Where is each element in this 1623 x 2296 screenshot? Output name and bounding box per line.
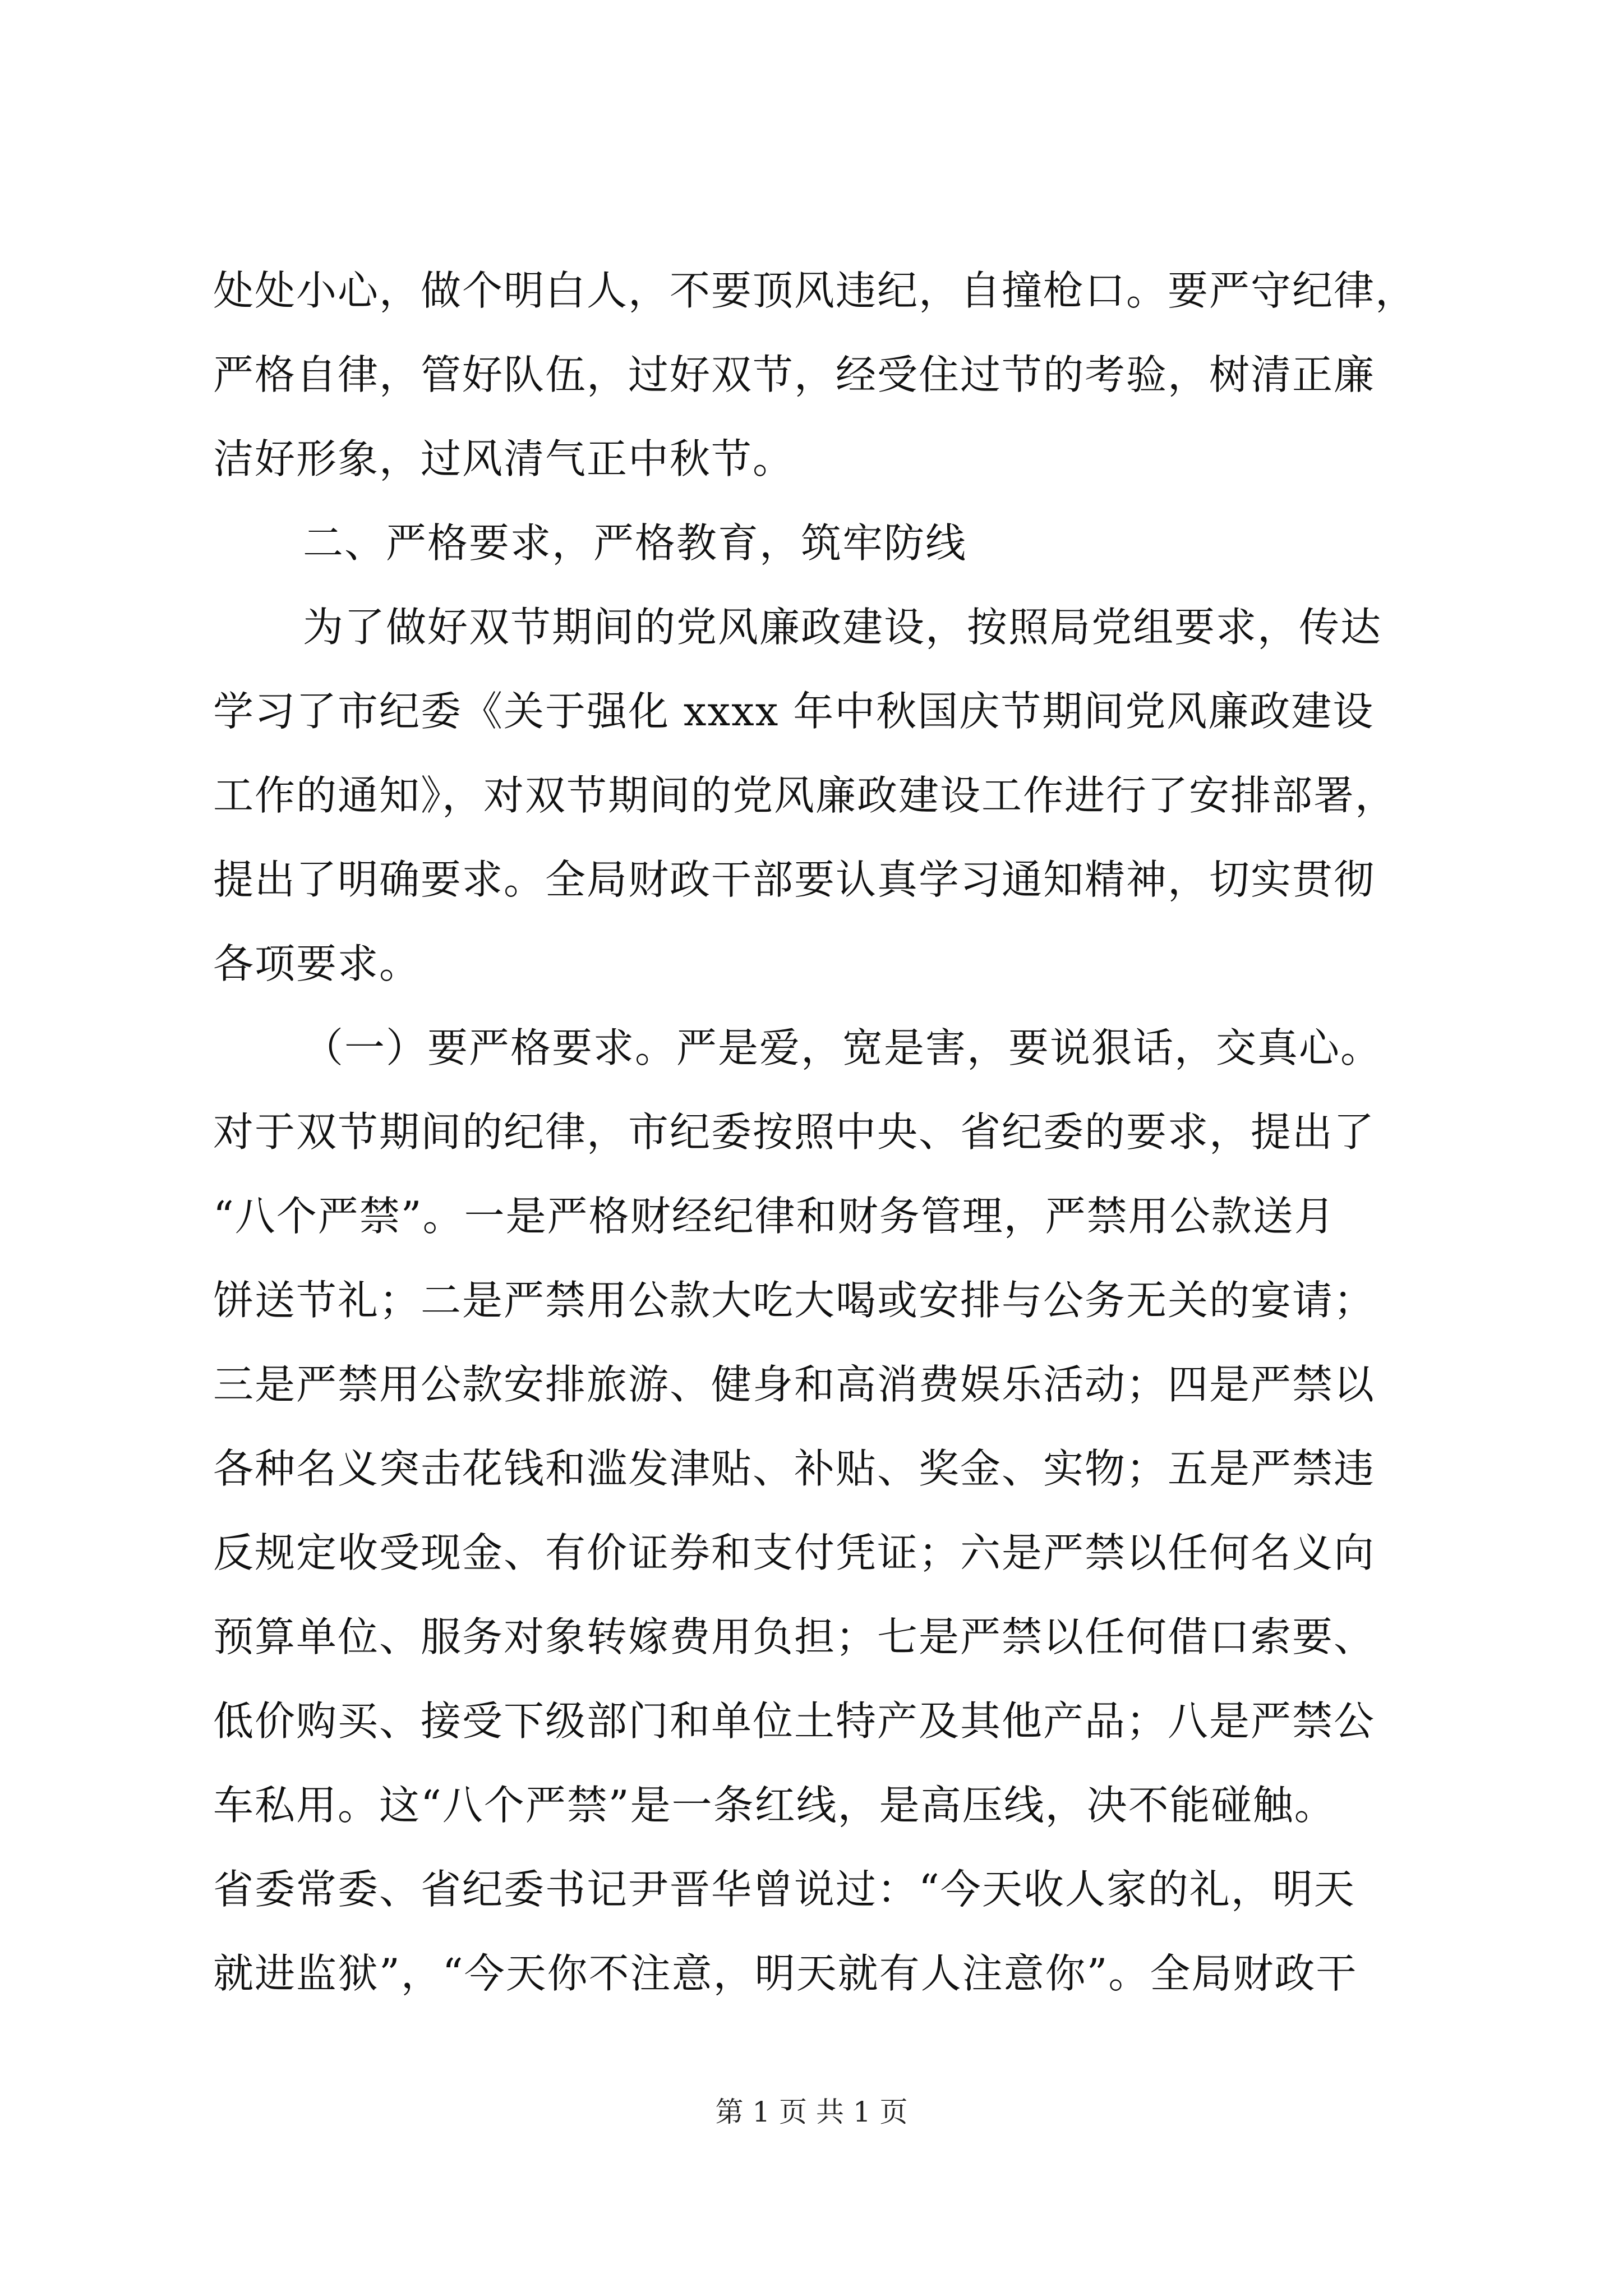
subsection-heading-line: （一）要严格要求。严是爱，宽是害，要说狠话，交真心。: [303, 1024, 1382, 1071]
text-line: 就进监狱”，“今天你不注意，明天就有人注意你”。全局财政干: [213, 1950, 1358, 1997]
text-line: 低价购买、接受下级部门和单位土特产及其他产品；八是严禁公: [213, 1697, 1376, 1745]
text-line: 洁好形象，过风清气正中秋节。: [213, 435, 795, 482]
text-line: 为了做好双节期间的党风廉政建设，按照局党组要求，传达: [303, 604, 1382, 651]
text-line: 对于双节期间的纪律，市纪委按照中央、省纪委的要求，提出了: [213, 1108, 1376, 1156]
section-heading: 二、严格要求，严格教育，筑牢防线: [303, 519, 967, 567]
text-line: 各种名义突击花钱和滥发津贴、补贴、奖金、实物；五是严禁违: [213, 1445, 1376, 1492]
text-line: 工作的通知》，对双节期间的党风廉政建设工作进行了安排部署，: [213, 772, 1397, 819]
text-line: 学习了市纪委《关于强化 xxxx 年中秋国庆节期间党风廉政建设: [213, 688, 1375, 735]
text-line: 三是严禁用公款安排旅游、健身和高消费娱乐活动；四是严禁以: [213, 1361, 1376, 1408]
text-line: 车私用。这“八个严禁”是一条红线，是高压线，决不能碰触。: [213, 1782, 1336, 1829]
text-line: “八个严禁”。一是严格财经纪律和财务管理，严禁用公款送月: [213, 1193, 1336, 1240]
text-line: 处处小心，做个明白人，不要顶风违纪，自撞枪口。要严守纪律，: [213, 267, 1417, 314]
text-line: 饼送节礼；二是严禁用公款大吃大喝或安排与公务无关的宴请；: [213, 1277, 1376, 1324]
text-line: 反规定收受现金、有价证券和支付凭证；六是严禁以任何名义向: [213, 1529, 1376, 1576]
page-number-footer: 第 1 页 共 1 页: [715, 2096, 908, 2128]
text-line: 各项要求。: [213, 940, 421, 987]
text-line: 提出了明确要求。全局财政干部要认真学习通知精神，切实贯彻: [213, 856, 1376, 903]
text-line: 预算单位、服务对象转嫁费用负担；七是严禁以任何借口索要、: [213, 1613, 1376, 1660]
text-line: 严格自律，管好队伍，过好双节，经受住过节的考验，树清正廉: [213, 351, 1376, 398]
text-line: 省委常委、省纪委书记尹晋华曾说过：“今天收人家的礼，明天: [213, 1866, 1355, 1913]
